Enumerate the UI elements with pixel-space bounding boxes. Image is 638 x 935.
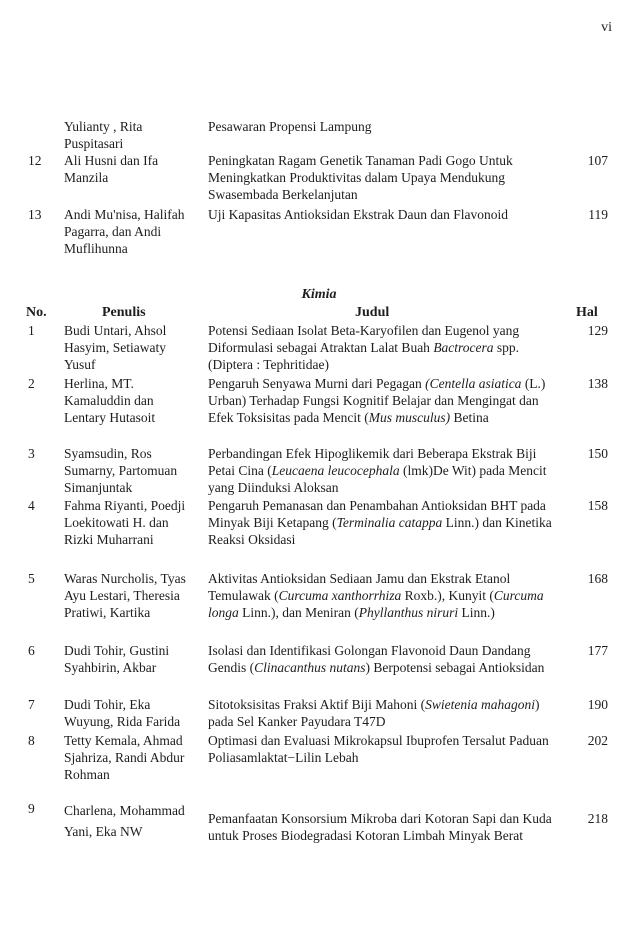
header-title: Judul <box>355 305 390 320</box>
row-number: 3 <box>28 446 35 461</box>
row-author: Budi Untari, Ahsol Hasyim, Setiawaty Yusuf <box>64 323 167 372</box>
header-page: Hal <box>576 305 598 320</box>
row-title: Sitotoksisitas Fraksi Aktif Biji Mahoni (Swietenia mahagoni) pada Sel Kanker Payudara T47D <box>208 697 540 729</box>
row-number: 5 <box>28 571 35 586</box>
row-author: Yulianty , Rita Puspitasari <box>64 119 143 151</box>
row-page: 129 <box>587 323 608 338</box>
row-author: Waras Nurcholis, Tyas Ayu Lestari, Theresia Pratiwi, Kartika <box>64 571 186 620</box>
row-title: Potensi Sediaan Isolat Beta-Karyofilen dan Eugenol yang Diformulasi sebagai Atraktan Lalat Buah Bactrocera spp. (Diptera : Tephritidae) <box>208 323 520 372</box>
header-author: Penulis <box>102 305 146 320</box>
row-title: Perbandingan Efek Hipoglikemik dari Beberapa Ekstrak Biji Petai Cina (Leucaena leucocephala (lmk)De Wit) pada Mencit yang Diinduksi Aloksan <box>208 446 547 495</box>
row-author: Fahma Riyanti, Poedji Loekitowati H. dan Rizki Muharrani <box>64 498 186 547</box>
row-title: Isolasi dan Identifikasi Golongan Flavonoid Daun Dandang Gendis (Clinacanthus nutans) Berpotensi sebagai Antioksidan <box>208 643 545 675</box>
row-author: Andi Mu'nisa, Halifah Pagarra, dan Andi Muflihunna <box>64 207 185 256</box>
row-title: Uji Kapasitas Antioksidan Ekstrak Daun dan Flavonoid <box>208 207 508 222</box>
row-page: 190 <box>587 697 608 712</box>
row-title: Aktivitas Antioksidan Sediaan Jamu dan Ekstrak Etanol Temulawak (Curcuma xanthorrhiza Roxb.), Kunyit (Curcuma longa Linn.), dan Meniran (Phyllanthus niruri Linn.) <box>208 571 544 620</box>
row-author: Herlina, MT. Kamaluddin dan Lentary Hutasoit <box>64 376 156 425</box>
row-title: Pesawaran Propensi Lampung <box>208 119 372 134</box>
row-author: Syamsudin, Ros Sumarny, Partomuan Simanjuntak <box>64 446 178 495</box>
row-number: 12 <box>28 153 42 168</box>
page-number: vi <box>601 20 612 35</box>
row-page: 150 <box>587 446 608 461</box>
row-page: 202 <box>587 733 608 748</box>
row-author: Charlena, Mohammad Yani, Eka NW <box>64 803 185 839</box>
row-page: 119 <box>588 207 608 222</box>
row-title: Optimasi dan Evaluasi Mikrokapsul Ibuprofen Tersalut Paduan Poliasamlaktat−Lilin Lebah <box>208 733 549 765</box>
row-number: 1 <box>28 323 35 338</box>
row-title: Pengaruh Pemanasan dan Penambahan Antioksidan BHT pada Minyak Biji Ketapang (Terminalia catappa Linn.) dan Kinetika Reaksi Oksidasi <box>208 498 552 547</box>
row-page: 158 <box>587 498 608 513</box>
row-number: 9 <box>28 801 35 816</box>
row-number: 4 <box>28 498 35 513</box>
row-number: 13 <box>28 207 42 222</box>
row-title: Peningkatan Ragam Genetik Tanaman Padi Gogo Untuk Meningkatkan Produktivitas dalam Upaya Mendukung Swasembada Berkelanjutan <box>208 153 513 202</box>
row-author: Ali Husni dan Ifa Manzila <box>64 153 159 185</box>
row-title: Pengaruh Senyawa Murni dari Pegagan (Centella asiatica (L.) Urban) Terhadap Fungsi Kognitif Belajar dan Mengingat dan Efek Toksisitas pada Mencit (Mus musculus) Betina <box>208 376 546 425</box>
row-number: 2 <box>28 376 35 391</box>
row-number: 6 <box>28 643 35 658</box>
row-title: Pemanfaatan Konsorsium Mikroba dari Kotoran Sapi dan Kuda untuk Proses Biodegradasi Kotoran Limbah Minyak Berat <box>208 811 552 843</box>
row-page: 177 <box>587 643 608 658</box>
row-number: 8 <box>28 733 35 748</box>
row-page: 168 <box>587 571 608 586</box>
row-author: Dudi Tohir, Eka Wuyung, Rida Farida <box>64 697 181 729</box>
row-page: 138 <box>587 376 608 391</box>
header-no: No. <box>26 305 47 320</box>
row-page: 107 <box>587 153 608 168</box>
row-number: 7 <box>28 697 35 712</box>
section-title: Kimia <box>301 287 337 302</box>
row-author: Tetty Kemala, Ahmad Sjahriza, Randi Abdur Rohman <box>64 733 185 782</box>
row-author: Dudi Tohir, Gustini Syahbirin, Akbar <box>64 643 170 675</box>
row-page: 218 <box>587 811 608 826</box>
